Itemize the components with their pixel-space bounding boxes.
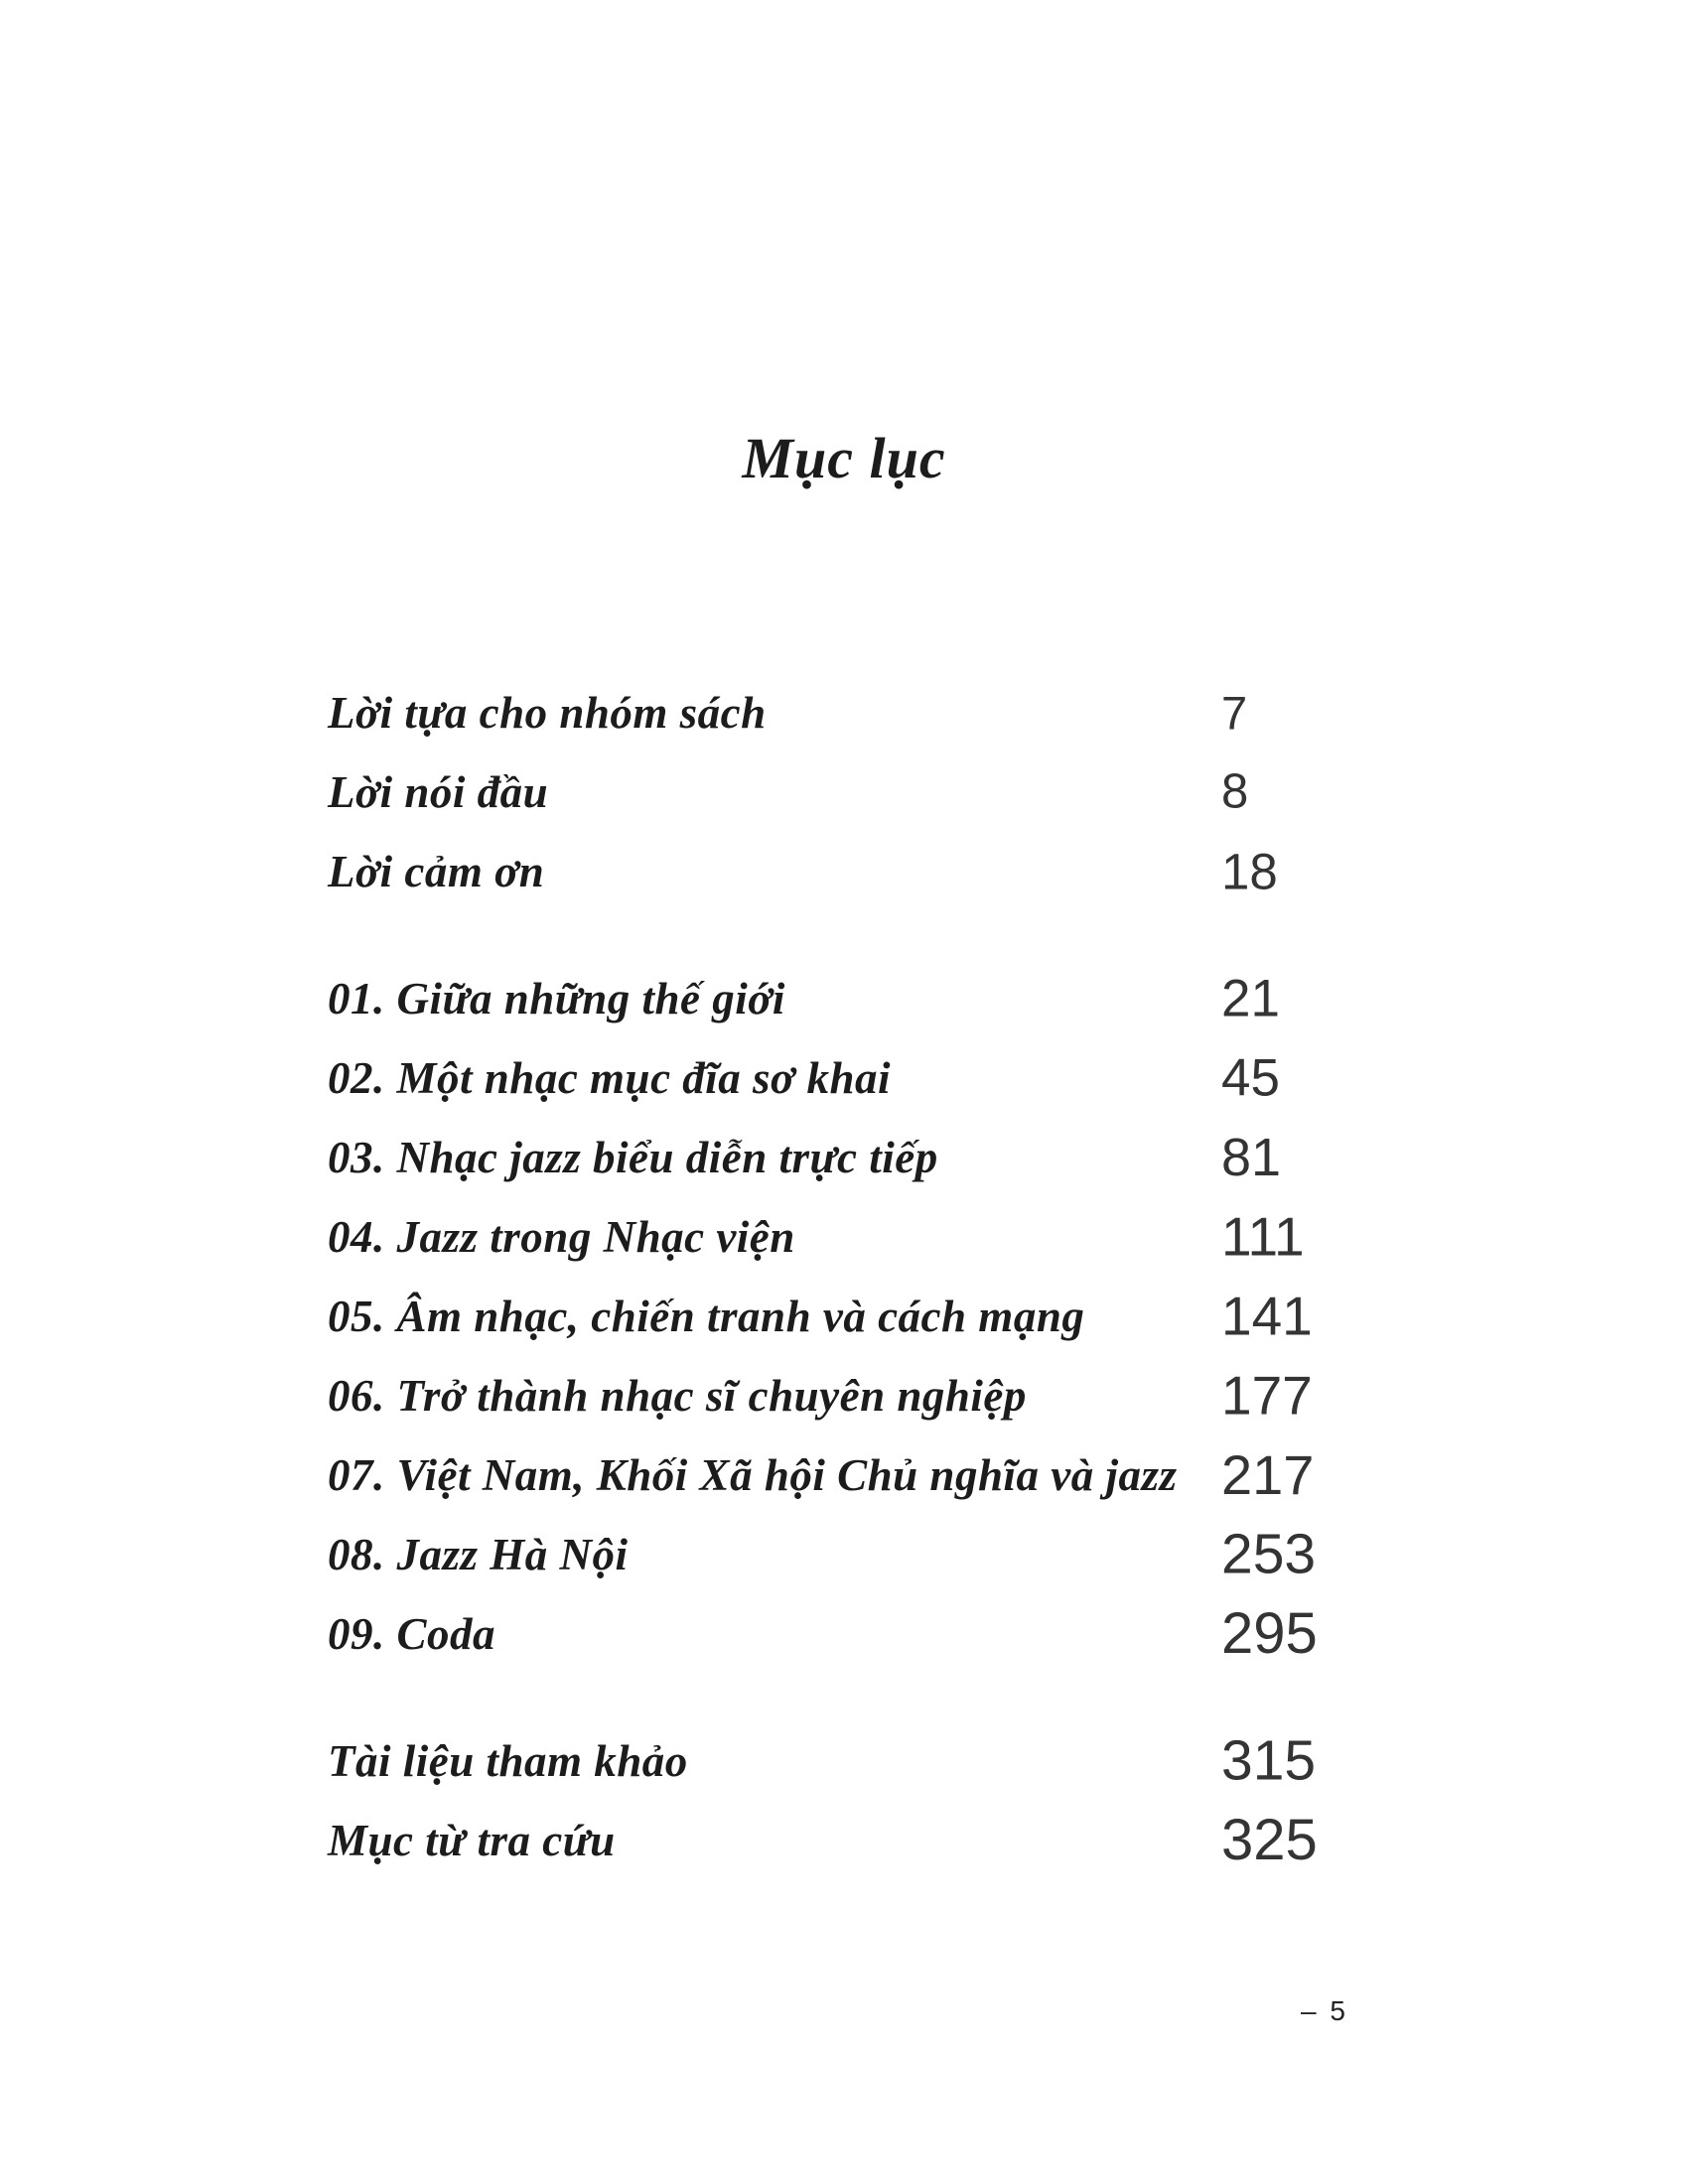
toc-entry bbox=[328, 1594, 1499, 1674]
toc-entry bbox=[328, 1435, 1499, 1515]
toc-entry-page-number: 111 bbox=[1221, 1205, 1305, 1268]
toc-entry-page-number: 253 bbox=[1221, 1522, 1317, 1586]
toc-entry-page-number: 177 bbox=[1221, 1364, 1313, 1427]
toc-entry-page-number: 325 bbox=[1221, 1808, 1318, 1872]
table-of-contents bbox=[328, 673, 1499, 1880]
toc-entry-label: 01. Giữa những thế giới bbox=[328, 974, 785, 1024]
toc-entry-label: 05. Âm nhạc, chiến tranh và cách mạng bbox=[328, 1292, 1085, 1341]
toc-entry-page-number: 18 bbox=[1221, 843, 1278, 900]
toc-entry bbox=[328, 1356, 1499, 1435]
toc-entry-label: Lời nói đầu bbox=[328, 767, 549, 817]
toc-entry-page-number: 7 bbox=[1221, 686, 1248, 740]
toc-entry-page-number: 315 bbox=[1221, 1728, 1317, 1793]
toc-entry-page-number: 217 bbox=[1221, 1443, 1315, 1506]
toc-entry-page-number: 45 bbox=[1221, 1048, 1280, 1108]
toc-entry bbox=[328, 673, 1499, 752]
toc-entry-label: 07. Việt Nam, Khối Xã hội Chủ nghĩa và jazz bbox=[328, 1450, 1178, 1500]
page-title: Mục lục bbox=[742, 426, 946, 490]
toc-entry-label: Lời cảm ơn bbox=[328, 847, 545, 896]
toc-entry bbox=[328, 752, 1499, 832]
toc-entry bbox=[328, 1721, 1499, 1801]
toc-entry bbox=[328, 1277, 1499, 1356]
toc-entry-label: 02. Một nhạc mục đĩa sơ khai bbox=[328, 1053, 891, 1103]
page-number-footer: – 5 bbox=[1301, 1995, 1348, 2026]
toc-entry bbox=[328, 1197, 1499, 1277]
toc-group-back-matter bbox=[328, 1721, 1499, 1880]
toc-group-chapters bbox=[328, 959, 1499, 1674]
toc-entry bbox=[328, 832, 1499, 911]
toc-entry-label: Mục từ tra cứu bbox=[328, 1816, 616, 1865]
toc-entry-label: Tài liệu tham khảo bbox=[328, 1736, 688, 1786]
toc-entry-label: 04. Jazz trong Nhạc viện bbox=[328, 1212, 795, 1262]
toc-entry bbox=[328, 959, 1499, 1038]
toc-entry bbox=[328, 1801, 1499, 1880]
toc-group-front-matter bbox=[328, 673, 1499, 911]
toc-entry-page-number: 81 bbox=[1221, 1128, 1282, 1187]
toc-entry-label: Lời tựa cho nhóm sách bbox=[328, 688, 767, 738]
toc-entry bbox=[328, 1038, 1499, 1118]
toc-entry-page-number: 141 bbox=[1221, 1285, 1313, 1347]
toc-entry bbox=[328, 1118, 1499, 1197]
toc-entry bbox=[328, 1515, 1499, 1594]
toc-entry-label: 08. Jazz Hà Nội bbox=[328, 1530, 629, 1579]
toc-entry-label: 03. Nhạc jazz biểu diễn trực tiếp bbox=[328, 1133, 938, 1182]
toc-entry-page-number: 21 bbox=[1221, 969, 1280, 1028]
toc-entry-page-number: 295 bbox=[1221, 1601, 1318, 1666]
toc-entry-label: 06. Trở thành nhạc sĩ chuyên nghiệp bbox=[328, 1371, 1027, 1421]
toc-entry-page-number: 8 bbox=[1221, 764, 1249, 819]
toc-entry-label: 09. Coda bbox=[328, 1609, 496, 1659]
